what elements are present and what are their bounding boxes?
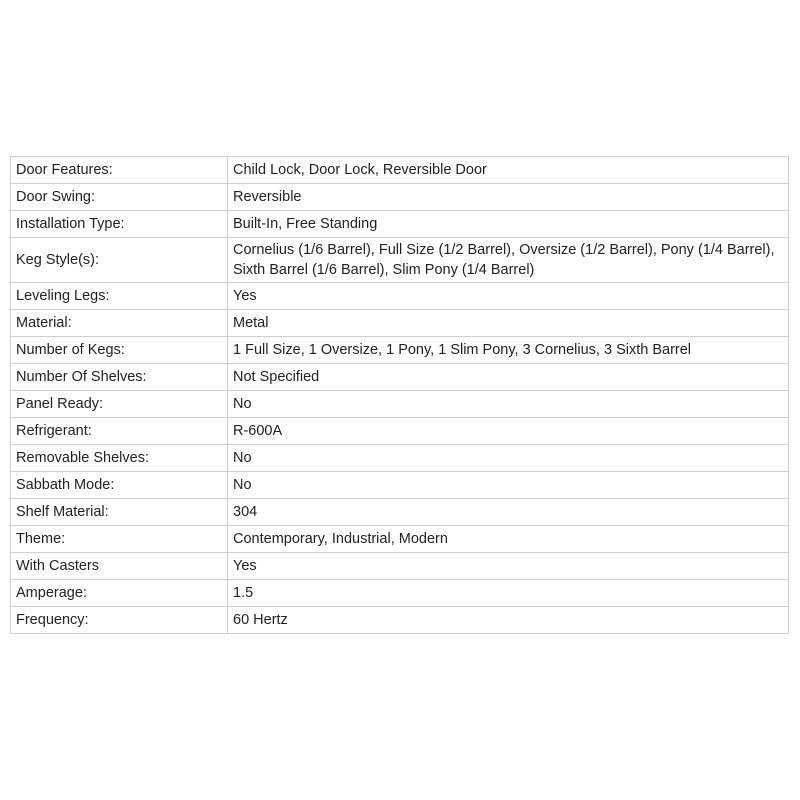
spec-label: Leveling Legs:: [11, 283, 228, 310]
spec-label: Sabbath Mode:: [11, 472, 228, 499]
spec-value: Contemporary, Industrial, Modern: [228, 526, 789, 553]
spec-label: Refrigerant:: [11, 418, 228, 445]
table-row-amperage: [11, 580, 789, 607]
spec-value: R-600A: [228, 418, 789, 445]
spec-label: Removable Shelves:: [11, 445, 228, 472]
spec-label: Number of Kegs:: [11, 337, 228, 364]
spec-value: Yes: [228, 553, 789, 580]
table-row-material: [11, 310, 789, 337]
table-row-leveling-legs: [11, 283, 789, 310]
table-row-number-of-kegs: [11, 337, 789, 364]
spec-value: Not Specified: [228, 364, 789, 391]
table-row-keg-styles: [11, 238, 789, 283]
spec-label: Theme:: [11, 526, 228, 553]
table-row-refrigerant: [11, 418, 789, 445]
spec-label: With Casters: [11, 553, 228, 580]
spec-value: 60 Hertz: [228, 607, 789, 634]
spec-label: Frequency:: [11, 607, 228, 634]
table-row-door-swing: [11, 184, 789, 211]
table-row-panel-ready: [11, 391, 789, 418]
spec-value: Cornelius (1/6 Barrel), Full Size (1/2 Barrel), Oversize (1/2 Barrel), Pony (1/4 Barrel), Sixth Barrel (1/6 Barrel), Slim Pony (1/4 Barrel): [228, 238, 789, 283]
spec-value: Reversible: [228, 184, 789, 211]
spec-value: 1 Full Size, 1 Oversize, 1 Pony, 1 Slim Pony, 3 Cornelius, 3 Sixth Barrel: [228, 337, 789, 364]
spec-label: Installation Type:: [11, 211, 228, 238]
spec-value: No: [228, 445, 789, 472]
spec-value: Yes: [228, 283, 789, 310]
spec-value: Built-In, Free Standing: [228, 211, 789, 238]
spec-value: 1.5: [228, 580, 789, 607]
table-row-theme: [11, 526, 789, 553]
spec-label: Shelf Material:: [11, 499, 228, 526]
table-row-frequency: [11, 607, 789, 634]
spec-label: Number Of Shelves:: [11, 364, 228, 391]
spec-label: Keg Style(s):: [11, 238, 228, 283]
spec-label: Material:: [11, 310, 228, 337]
spec-value: Metal: [228, 310, 789, 337]
table-row-shelf-material: [11, 499, 789, 526]
specifications-table: [10, 156, 789, 634]
spec-value: No: [228, 391, 789, 418]
spec-label: Amperage:: [11, 580, 228, 607]
table-row-removable-shelves: [11, 445, 789, 472]
table-row-door-features: [11, 157, 789, 184]
table-row-number-of-shelves: [11, 364, 789, 391]
table-row-installation-type: [11, 211, 789, 238]
spec-value: 304: [228, 499, 789, 526]
spec-label: Door Features:: [11, 157, 228, 184]
spec-value: Child Lock, Door Lock, Reversible Door: [228, 157, 789, 184]
spec-value: No: [228, 472, 789, 499]
spec-label: Panel Ready:: [11, 391, 228, 418]
table-row-with-casters: [11, 553, 789, 580]
table-row-sabbath-mode: [11, 472, 789, 499]
spec-label: Door Swing:: [11, 184, 228, 211]
